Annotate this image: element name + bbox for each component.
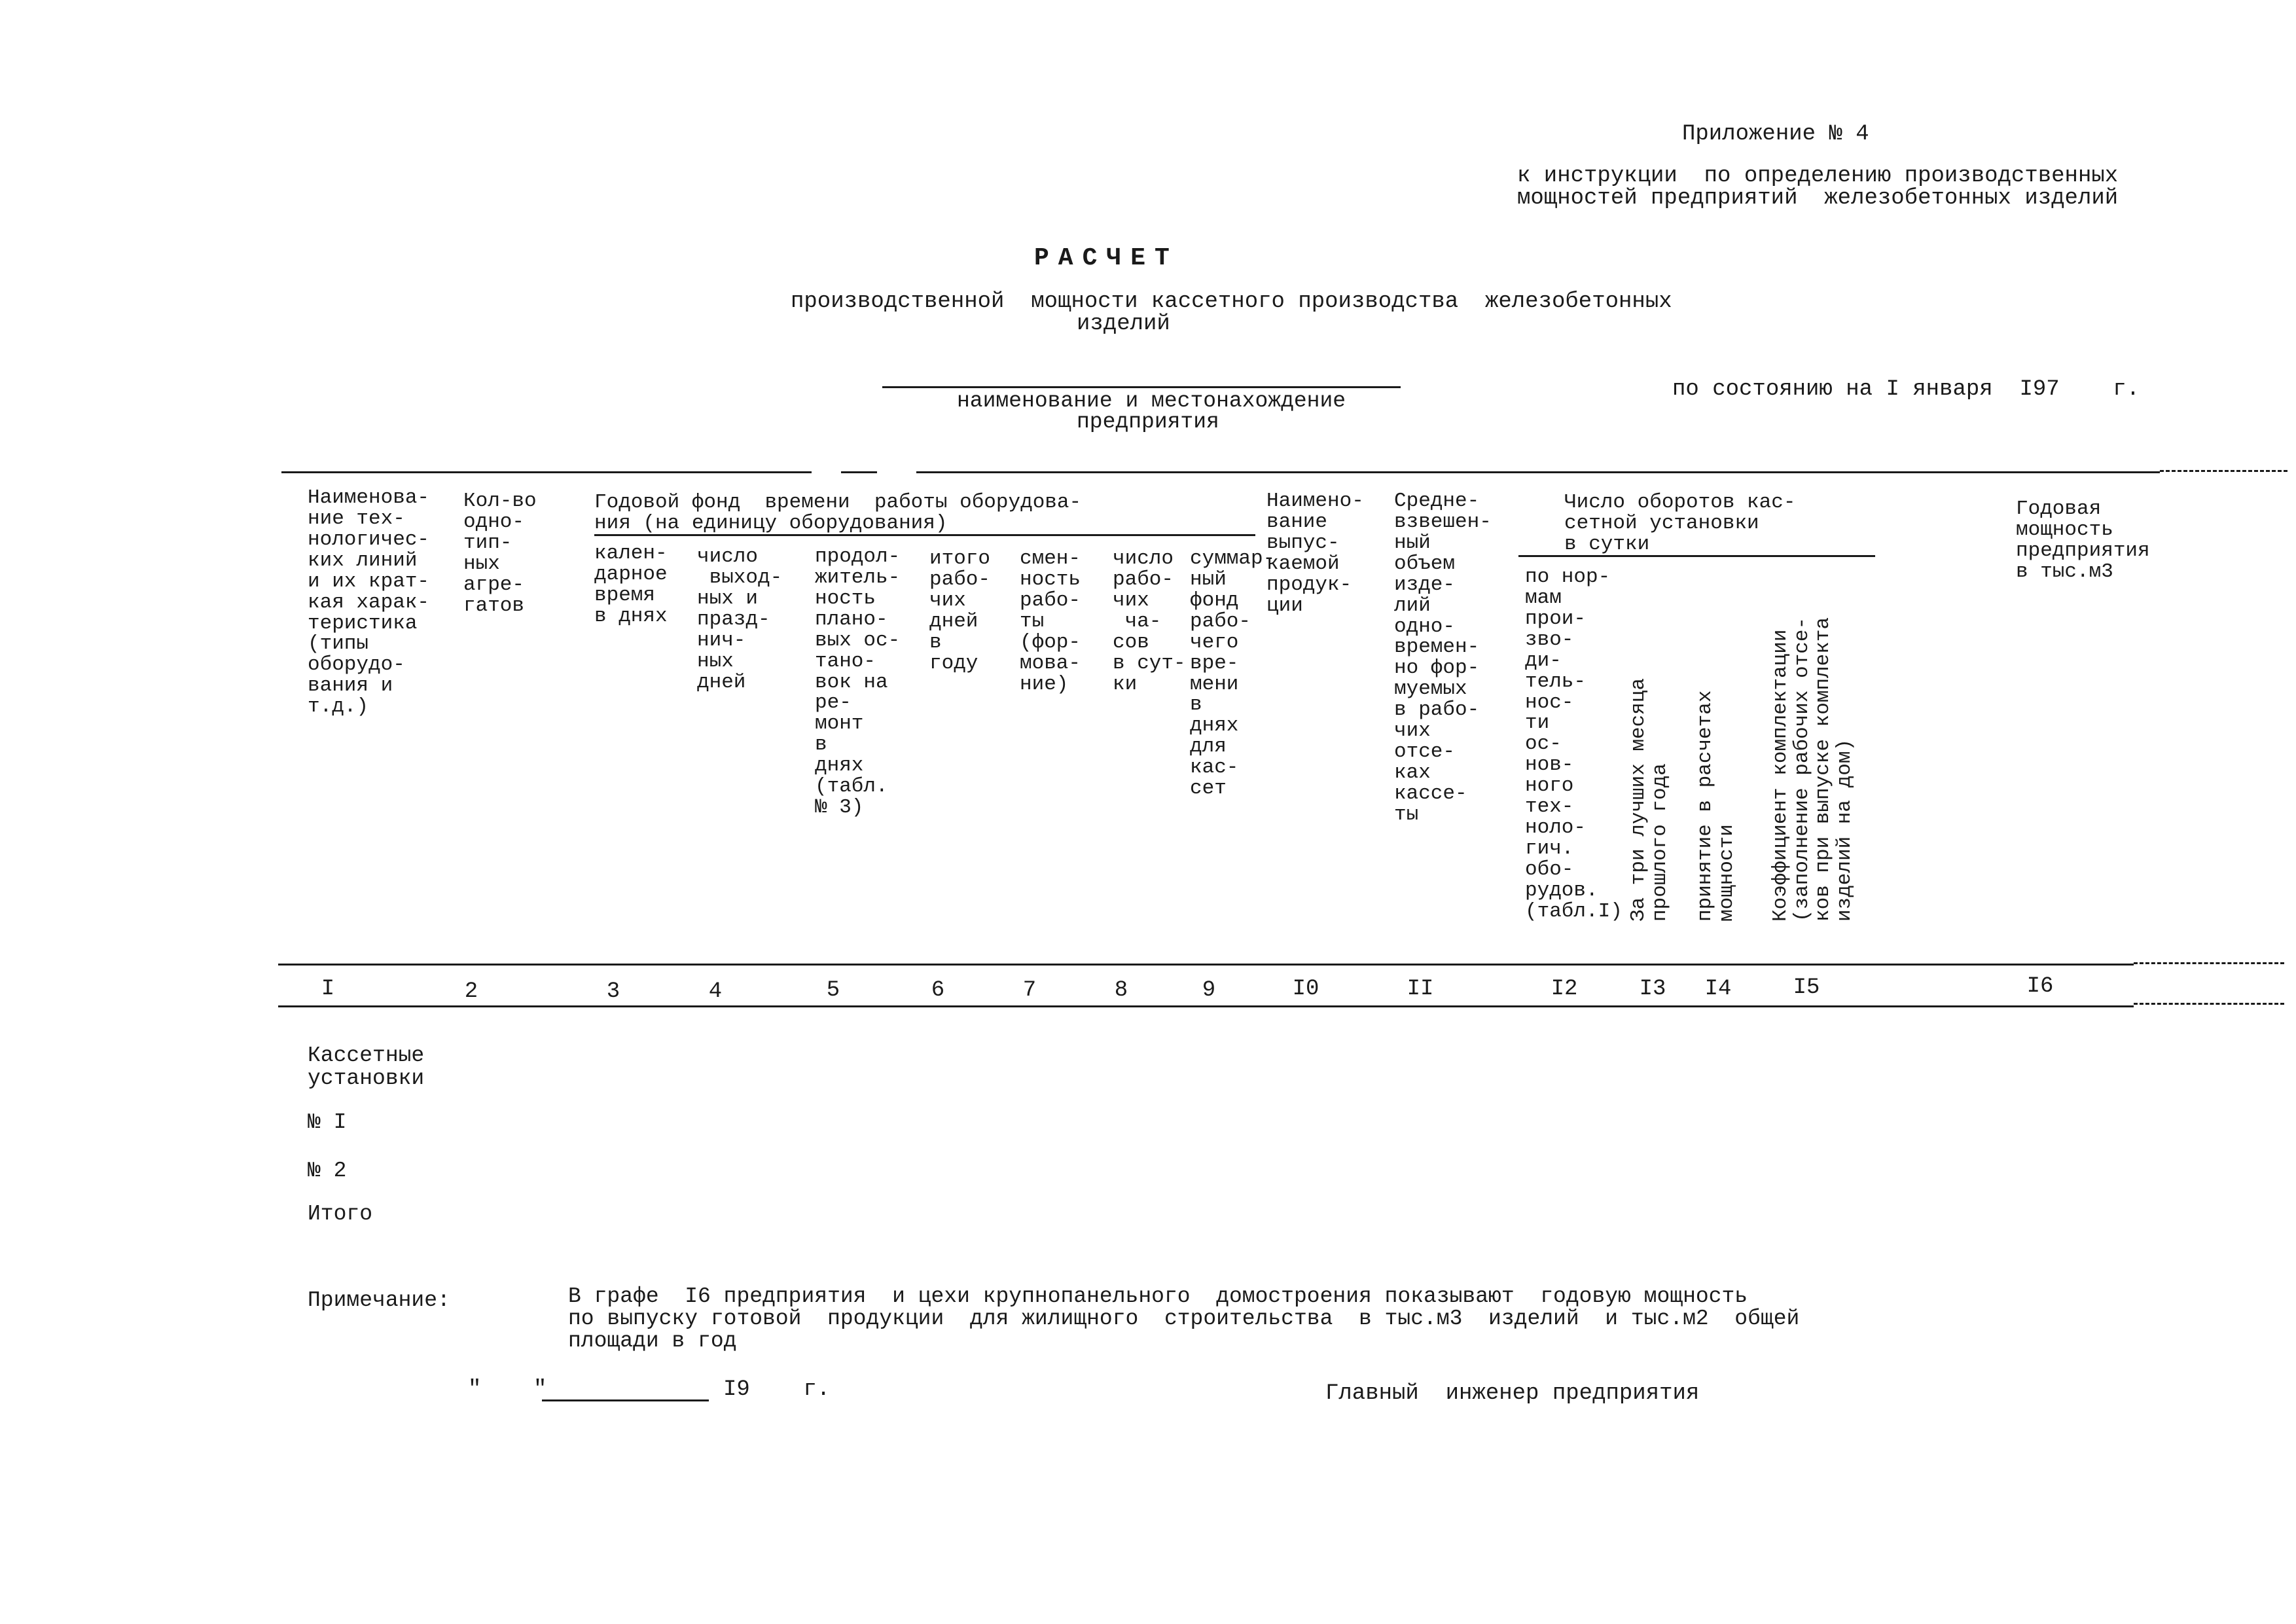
note-line2: по выпуску готовой продукции для жилищного строительства в тыс.м3 изделий и тыс.м2 общей (568, 1307, 1800, 1331)
header-bottom-rule (2134, 962, 2284, 964)
header-group-cassette-turns: Число оборотов кас- (1564, 491, 1796, 514)
row-unit-2: № 2 (308, 1159, 347, 1183)
header-group-cassette-turns-per-day: в сутки (1564, 533, 1650, 556)
column-number: 9 (1202, 978, 1216, 1003)
header-col14-accepted: принятие в расчетах мощности (1694, 690, 1738, 922)
column-number: I0 (1292, 977, 1319, 1001)
header-col10-product-name: Наимено- вание выпус- каемой продук- ции (1266, 490, 1364, 617)
column-number: I5 (1793, 975, 1820, 1000)
column-number: 2 (464, 979, 478, 1004)
header-col6-working-days: итого рабо- чих дней в году (929, 547, 991, 675)
header-col3-calendar-days: кален- дарное время в днях (594, 542, 668, 628)
header-group-underline (1518, 555, 1875, 557)
header-col16-annual-capacity: Годовая мощность предприятия в тыс.м3 (2016, 497, 2150, 583)
date-quote-close: " (533, 1377, 547, 1402)
column-number: 3 (606, 979, 620, 1004)
column-number: 5 (826, 978, 840, 1003)
date-year: I9 г. (723, 1377, 831, 1402)
date-quote-open: " (468, 1377, 482, 1402)
header-group-annual-time-fund: Годовой фонд времени работы оборудова- (594, 491, 1082, 514)
column-number: 4 (708, 979, 723, 1004)
header-col13-best-months: За три лучших месяца прошлого года (1627, 677, 1672, 922)
header-group-cassette-turns-sub: сетной установки (1564, 512, 1759, 535)
document-subtitle-line1: производственной мощности кассетного производства железобетонных (791, 289, 1672, 314)
header-bottom-rule (278, 964, 2134, 965)
column-number: I2 (1551, 977, 1578, 1001)
enterprise-caption-line2: предприятия (1077, 410, 1219, 434)
row-cassette-units: Кассетные установки (308, 1043, 425, 1091)
column-numbers-bottom-rule (278, 1005, 2134, 1007)
header-col15-coefficient: Коэффициент комплектации (заполнение рабочих отсе- ков при выпуске комплекта изделий на дом) (1769, 617, 1856, 922)
header-group-annual-time-fund-sub: ния (на единицу оборудования) (594, 512, 948, 535)
column-number: I6 (2026, 974, 2054, 999)
document-subtitle-line2: изделий (1077, 312, 1170, 336)
column-number: II (1407, 977, 1434, 1001)
header-col1-line-description: Наименова- ние тех- нологичес- ких линий и их крат- кая харак- теристика (типы оборудо- вания и т.д.) (308, 486, 430, 719)
note-line3: площади в год (568, 1329, 737, 1353)
column-number: I3 (1639, 977, 1666, 1001)
header-col11-weighted-volume: Средне- взвешен- ный объем изде- лий одно- времен- но фор- муемых в рабо- чих отсе- ках кассе- ты (1394, 490, 1492, 826)
table-top-rule (916, 471, 2160, 473)
column-numbers-bottom-rule (2134, 1003, 2284, 1005)
note-line1: В графе I6 предприятия и цехи крупнопанельного домостроения показывают годовую мощность (568, 1284, 1748, 1308)
table-top-rule (2160, 470, 2287, 472)
as-of-date: по состоянию на I января I97 г. (1672, 377, 2140, 402)
row-unit-1: № I (308, 1110, 347, 1134)
table-top-rule (841, 471, 877, 473)
date-blank-line (542, 1399, 709, 1401)
note-label: Примечание: (308, 1288, 450, 1312)
header-col9-total-fund: суммар- ный фонд рабо- чего вре- мени в днях для кас- сет (1190, 547, 1276, 801)
header-col12-norms: по нор- мам прои- зво- ди- тель- нос- ти ос- нов- ного тех- ноло- гич. обо- рудов. (табл.I) (1525, 566, 1623, 923)
column-number: 6 (931, 978, 945, 1003)
header-col5-repair-stops: продол- житель- ность плано- вых ос- тано- вок на ре- монт в днях (табл. № 3) (815, 545, 901, 820)
header-col4-holidays: число выход- ных и празд- нич- ных дней (697, 545, 783, 694)
enterprise-caption-line1: наименование и местонахождение (957, 389, 1346, 413)
header-group-underline (594, 534, 1255, 536)
column-number: I4 (1704, 977, 1732, 1001)
header-col2-unit-count: Кол-во одно- тип- ных агре- гатов (463, 490, 537, 617)
row-total: Итого (308, 1202, 373, 1226)
column-number: 8 (1114, 978, 1128, 1003)
column-number: 7 (1022, 978, 1037, 1003)
header-col7-shifts: смен- ность рабо- ты (фор- мова- ние) (1020, 547, 1081, 696)
enterprise-name-underline (882, 386, 1401, 388)
appendix-label: Приложение № 4 (1682, 122, 1869, 147)
appendix-ref-line2: мощностей предприятий железобетонных изделий (1517, 186, 2119, 211)
signer-title: Главный инженер предприятия (1325, 1381, 1700, 1406)
table-top-rule (281, 471, 812, 473)
appendix-ref-line1: к инструкции по определению производственных (1517, 164, 2119, 189)
column-number: I (321, 977, 335, 1001)
document-title: РАСЧЕТ (1034, 244, 1179, 272)
header-col8-hours-per-day: число рабо- чих ча- сов в сут- ки (1113, 547, 1186, 696)
